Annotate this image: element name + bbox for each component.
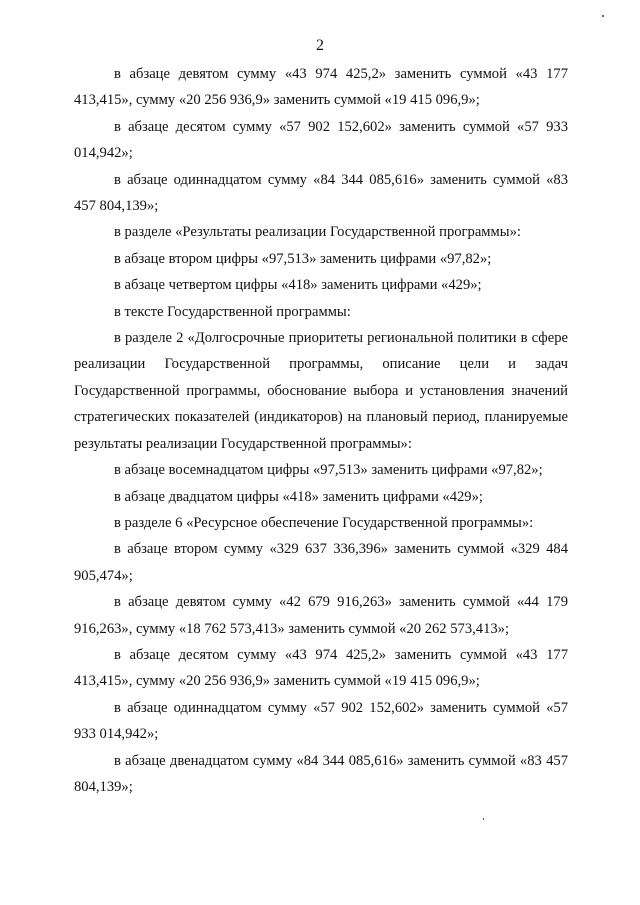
- scan-speck: [602, 15, 604, 17]
- paragraph-8: в разделе 2 «Долгосрочные приоритеты региональной политики в сфере реализации Государственной программы, описание цели и задач Государственной программы, обоснование выбора и установления значений стратегических показателей (индикаторов) на плановый период, планируемые результаты реализации Государственной программы»:: [74, 330, 568, 452]
- paragraph-4: в разделе «Результаты реализации Государственной программы»:: [114, 224, 521, 241]
- paragraph-13: в абзаце девятом сумму «42 679 916,263» заменить суммой «44 179 916,263», сумму «18 762 573,413» заменить суммой «20 262 573,413»;: [74, 594, 568, 637]
- paragraph-14: в абзаце десятом сумму «43 974 425,2» заменить суммой «43 177 413,415», сумму «20 256 936,9» заменить суммой «19 415 096,9»;: [74, 646, 568, 690]
- paragraph-3: в абзаце одиннадцатом сумму «84 344 085,616» заменить суммой «83 457 804,139»;: [74, 171, 568, 215]
- paragraph-5: в абзаце втором цифры «97,513» заменить цифрами «97,82»;: [114, 250, 492, 267]
- paragraph-12: в абзаце втором сумму «329 637 336,396» заменить суммой «329 484 905,474»;: [74, 541, 568, 584]
- paragraph-11: в разделе 6 «Ресурсное обеспечение Государственной программы»:: [114, 514, 534, 531]
- scan-speck: [483, 818, 484, 820]
- paragraph-9: в абзаце восемнадцатом цифры «97,513» заменить цифрами «97,82»;: [114, 462, 543, 479]
- paragraph-7: в тексте Государственной программы:: [114, 303, 351, 320]
- paragraph-15: в абзаце одиннадцатом сумму «57 902 152,602» заменить суммой «57 933 014,942»;: [74, 699, 568, 743]
- paragraph-6: в абзаце четвертом цифры «418» заменить цифрами «429»;: [114, 277, 482, 294]
- paragraph-10: в абзаце двадцатом цифры «418» заменить цифрами «429»;: [114, 488, 483, 505]
- paragraph-2: в абзаце десятом сумму «57 902 152,602» заменить суммой «57 933 014,942»;: [74, 118, 568, 162]
- paragraph-1: в абзаце девятом сумму «43 974 425,2» заменить суммой «43 177 413,415», сумму «20 256 936,9» заменить суммой «19 415 096,9»;: [74, 66, 568, 109]
- page-number: 2: [316, 37, 324, 54]
- document-body: [74, 61, 568, 800]
- paragraph-16: в абзаце двенадцатом сумму «84 344 085,616» заменить суммой «83 457 804,139»;: [74, 752, 568, 795]
